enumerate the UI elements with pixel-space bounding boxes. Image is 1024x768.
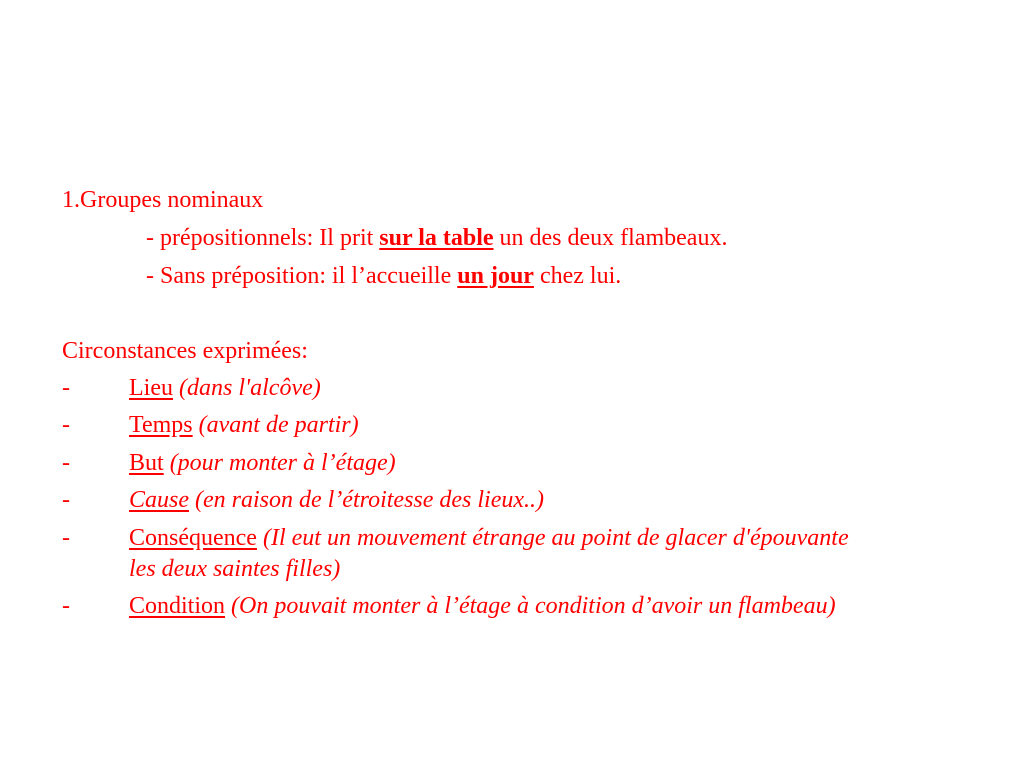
item-term: Cause bbox=[129, 487, 189, 513]
item-term: Lieu bbox=[129, 375, 173, 401]
example-suffix: un des deux flambeaux. bbox=[493, 225, 728, 251]
list-item-lieu bbox=[129, 373, 869, 404]
bullet-dash: - bbox=[62, 487, 70, 513]
example-highlight: sur la table bbox=[379, 225, 494, 251]
list-item-consequence bbox=[129, 523, 869, 585]
item-example: (pour monter à l’étage) bbox=[169, 450, 396, 476]
item-example: (Il eut un mouvement étrange au point de glacer d'épouvante les deux saintes filles) bbox=[129, 525, 849, 582]
bullet-dash: - bbox=[62, 525, 70, 551]
item-example: (On pouvait monter à l’étage à condition d’avoir un flambeau) bbox=[231, 593, 836, 619]
groupes-nominaux-heading: 1.Groupes nominaux bbox=[62, 187, 264, 213]
example-prefix: - prépositionnels: Il prit bbox=[146, 225, 380, 251]
list-item-temps bbox=[129, 410, 869, 441]
item-term: Temps bbox=[129, 412, 193, 438]
item-example: (avant de partir) bbox=[198, 412, 359, 438]
item-example: (dans l'alcôve) bbox=[178, 375, 321, 401]
example-suffix: chez lui. bbox=[533, 263, 622, 289]
bullet-dash: - bbox=[62, 375, 70, 401]
item-term: But bbox=[129, 450, 164, 476]
example-prefix: - Sans préposition: il l’accueille bbox=[146, 263, 458, 289]
list-item-cause bbox=[129, 485, 869, 516]
bullet-dash: - bbox=[62, 593, 70, 619]
example-highlight: un jour bbox=[457, 263, 534, 289]
list-item-condition bbox=[129, 591, 869, 622]
circonstances-title: Circonstances exprimées: bbox=[62, 338, 308, 364]
example-sans-preposition bbox=[146, 261, 621, 291]
bullet-dash: - bbox=[62, 450, 70, 476]
list-item-but bbox=[129, 448, 869, 479]
item-example: (en raison de l’étroitesse des lieux..) bbox=[195, 487, 545, 513]
example-prepositionnels bbox=[146, 223, 727, 253]
item-term: Conséquence bbox=[129, 525, 257, 551]
item-term: Condition bbox=[129, 593, 226, 619]
bullet-dash: - bbox=[62, 412, 70, 438]
